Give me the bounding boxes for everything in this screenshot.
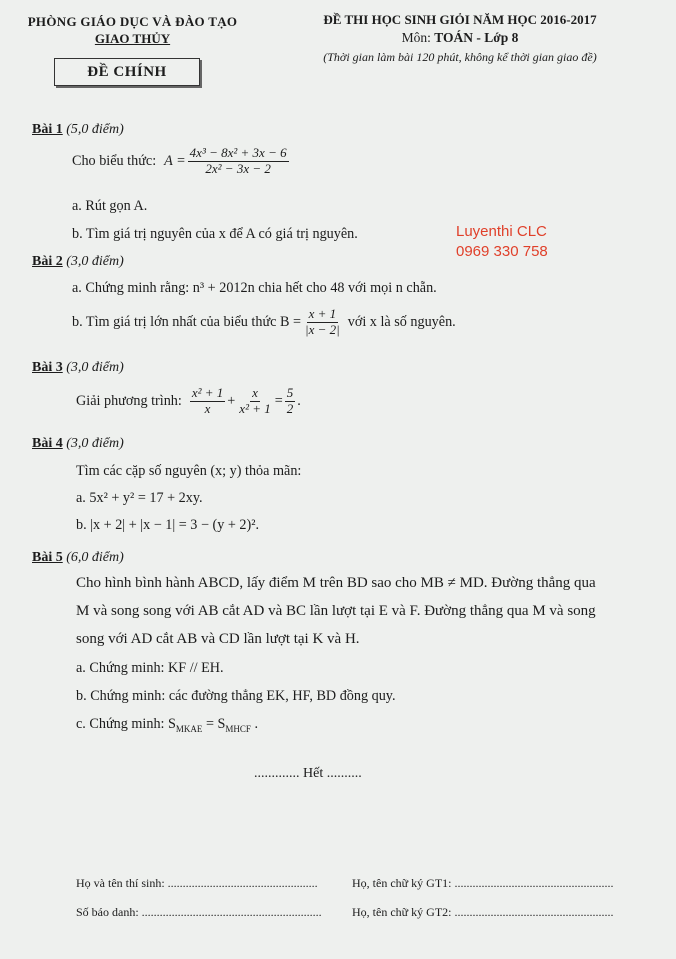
bai4-points: (3,0 điểm) — [66, 436, 124, 451]
bai2-denominator: |x − 2| — [305, 321, 340, 337]
bai5-label: Bài 5 — [32, 550, 63, 565]
proctor2-signature-line: Họ, tên chữ ký GT2: ..................................................... — [352, 905, 614, 919]
bai3-plus: + — [227, 392, 236, 409]
time-note: (Thời gian làm bài 120 phút, không kể thời gian giao đề) — [323, 50, 597, 64]
bai1-intro: Cho biểu thức: — [72, 152, 157, 169]
bai4-part-b: b. |x + 2| + |x − 1| = 3 − (y + 2)². — [76, 517, 260, 533]
official-exam-badge — [54, 58, 200, 86]
subject-label: Môn: — [401, 30, 431, 45]
bai1-fraction — [188, 146, 289, 177]
bai3-f1-numerator: x² + 1 — [191, 385, 224, 400]
bai2-fraction — [303, 307, 342, 338]
bai2-label: Bài 2 — [32, 254, 63, 269]
bai5-line-1: Cho hình bình hành ABCD, lấy điểm M trên BD sao cho MB ≠ MD. Đường thẳng qua — [76, 575, 596, 591]
bai5-part-c — [76, 716, 258, 734]
bai5-c-end: . — [250, 716, 259, 732]
watermark-phone: 0969 330 758 — [456, 243, 548, 260]
bai3-period: . — [297, 392, 301, 409]
bai1-numerator: 4x³ − 8x² + 3x − 6 — [189, 145, 287, 160]
bai5-points: (6,0 điểm) — [66, 550, 124, 565]
bai3-f1-denominator: x — [204, 400, 211, 416]
bai1-expression — [72, 146, 291, 177]
bai3-f3-numerator: 5 — [286, 385, 294, 400]
org-name: PHÒNG GIÁO DỤC VÀ ĐÀO TẠO — [27, 14, 238, 29]
bai1-denominator: 2x² − 3x − 2 — [205, 160, 271, 176]
bai3-intro: Giải phương trình: — [76, 392, 182, 409]
bai3-points: (3,0 điểm) — [66, 360, 124, 375]
bai4-part-a: a. 5x² + y² = 17 + 2xy. — [76, 490, 203, 506]
exam-title: ĐỀ THI HỌC SINH GIỎI NĂM HỌC 2016-2017 — [323, 12, 597, 27]
bai1-part-b: b. Tìm giá trị nguyên của x để A có giá trị nguyên. — [72, 226, 358, 242]
bai4-label: Bài 4 — [32, 436, 63, 451]
bai5-heading — [32, 550, 124, 566]
bai5-c-equals: = S — [202, 716, 226, 732]
watermark-name: Luyenthi CLC — [456, 223, 547, 240]
bai3-fraction-1 — [190, 386, 225, 417]
bai1-points: (5,0 điểm) — [66, 122, 124, 137]
bai1-part-a: a. Rút gọn A. — [72, 198, 148, 214]
bai5-c-sub-2: MHCF — [225, 723, 251, 734]
bai5-line-2: M và song song với AB cắt AD và BC lần lượt tại E và F. Đường thẳng qua M và song — [76, 603, 596, 619]
candidate-id-line: Số báo danh: ............................................................ — [76, 905, 322, 919]
bai1-lhs: A = — [164, 152, 186, 169]
candidate-name-line: Họ và tên thí sinh: .................................................. — [76, 876, 318, 890]
bai3-f3-denominator: 2 — [286, 400, 294, 416]
bai5-c-text: c. Chứng minh: S — [76, 716, 176, 732]
bai2-part-b — [72, 307, 456, 338]
org-district: GIAO THỦY — [94, 31, 171, 46]
bai3-fraction-3 — [285, 386, 296, 417]
exam-header — [282, 12, 638, 65]
end-marker: ............. Hết .......... — [254, 766, 362, 781]
bai4-intro: Tìm các cặp số nguyên (x; y) thỏa mãn: — [76, 463, 302, 479]
bai3-fraction-2 — [237, 386, 272, 417]
bai3-heading — [32, 360, 124, 376]
bai3-equation — [76, 386, 301, 417]
issuing-office — [20, 14, 245, 47]
bai5-c-sub-1: MKAE — [175, 723, 203, 734]
proctor1-signature-line: Họ, tên chữ ký GT1: ..................................................... — [352, 876, 614, 890]
bai3-label: Bài 3 — [32, 360, 63, 375]
bai4-heading — [32, 436, 124, 452]
subject-line — [282, 30, 638, 46]
bai3-equals: = — [274, 392, 283, 409]
bai5-part-b: b. Chứng minh: các đường thẳng EK, HF, BD đồng quy. — [76, 688, 396, 704]
bai2-b-suffix: với x là số nguyên. — [347, 313, 456, 330]
bai2-heading — [32, 254, 124, 270]
bai3-f2-numerator: x — [252, 385, 258, 400]
bai2-b-text: b. Tìm giá trị lớn nhất của biểu thức B = — [72, 313, 302, 330]
bai1-label: Bài 1 — [32, 122, 63, 137]
bai2-part-a: a. Chứng minh rằng: n³ + 2012n chia hết cho 48 với mọi n chẵn. — [72, 280, 437, 296]
bai2-numerator: x + 1 — [308, 306, 337, 321]
bai2-points: (3,0 điểm) — [66, 254, 124, 269]
bai5-part-a: a. Chứng minh: KF // EH. — [76, 660, 224, 676]
bai5-line-3: song với AD cắt AB và CD lần lượt tại K và H. — [76, 631, 360, 647]
bai3-f2-denominator: x² + 1 — [239, 400, 271, 416]
bai1-heading — [32, 122, 124, 138]
official-label: ĐỀ CHÍNH — [87, 63, 167, 80]
subject-name: TOÁN - Lớp 8 — [434, 30, 519, 45]
